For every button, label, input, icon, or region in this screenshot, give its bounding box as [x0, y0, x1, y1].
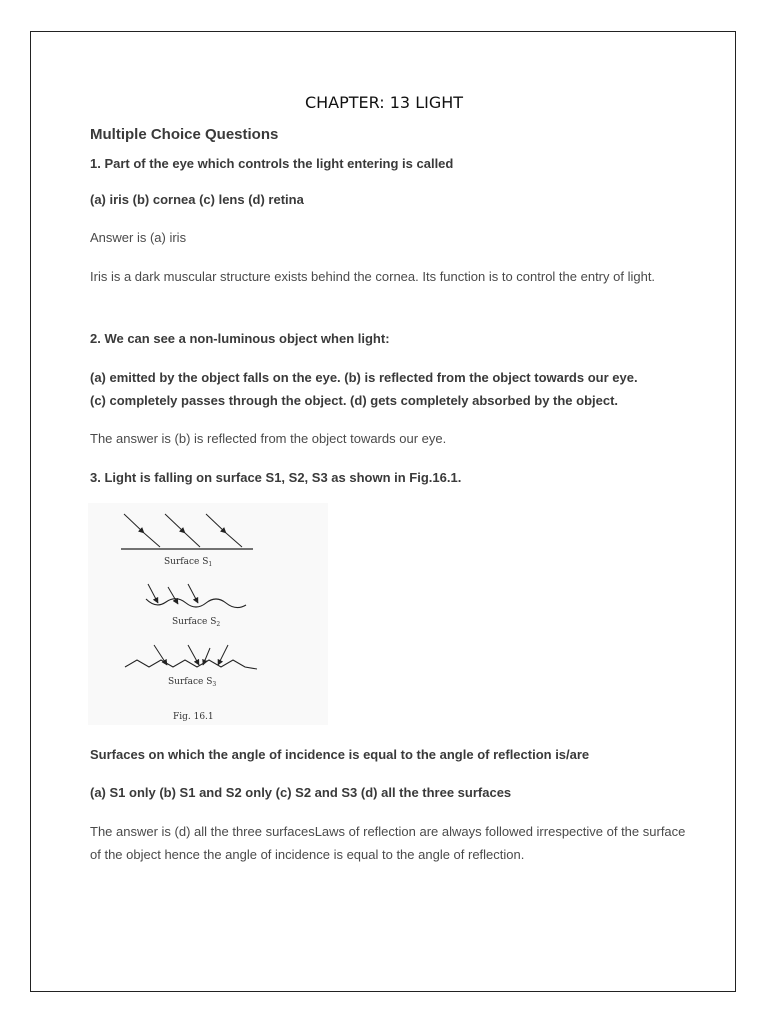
s1-ray-1	[124, 514, 144, 533]
surface-s1-label: Surface $S_1$	[164, 557, 213, 568]
q2-question: 2. We can see a non-luminous object when light:	[90, 331, 390, 346]
s1-ray-3	[206, 514, 226, 533]
figure-16-1	[88, 503, 328, 725]
s3-ray-2	[188, 645, 199, 665]
s3-ray-4	[218, 645, 228, 665]
s3-ray-3	[203, 648, 210, 665]
q3-prompt: Surfaces on which the angle of incidence is equal to the angle of reflection is/are	[90, 747, 590, 762]
section-heading: Multiple Choice Questions	[90, 126, 279, 143]
q1-options: (a) iris (b) cornea (c) lens (d) retina	[90, 192, 304, 207]
q2-answer: The answer is (b) is reflected from the object towards our eye.	[90, 431, 447, 446]
figure-caption: Fig. 16.1	[173, 712, 214, 722]
s2-ray-1	[148, 584, 158, 603]
surface-s3-label: Surface $S_3$	[168, 677, 217, 688]
q3-options: (a) S1 only (b) S1 and S2 only (c) S2 and S3 (d) all the three surfaces	[90, 785, 512, 800]
surface-s2-label: Surface $S_2$	[172, 617, 221, 628]
q1-explanation: Iris is a dark muscular structure exists behind the cornea. Its function is to control the entry of light.	[90, 269, 656, 284]
s3-ray-1	[154, 645, 167, 665]
s1-ray-2-end	[185, 533, 200, 547]
q1-question: 1. Part of the eye which controls the light entering is called	[90, 156, 454, 171]
q3-answer: The answer is (d) all the three surfacesLaws of reflection are always followed irrespective of the surface of the object hence the angle of incidence is equal to the angle of reflection.	[90, 824, 686, 862]
s1-ray-1-end	[144, 533, 160, 547]
q1-answer: Answer is (a) iris	[90, 230, 187, 245]
s1-ray-2	[165, 514, 185, 533]
q2-options-line1: (a) emitted by the object falls on the eye. (b) is reflected from the object towards our eye.	[90, 370, 638, 385]
q2-options-line2: (c) completely passes through the object. (d) gets completely absorbed by the object.	[90, 393, 619, 408]
s1-ray-3-end	[226, 533, 242, 547]
s2-ray-2	[168, 587, 178, 604]
chapter-title: CHAPTER: 13 LIGHT	[304, 93, 464, 112]
q3-question: 3. Light is falling on surface S1, S2, S3 as shown in Fig.16.1.	[90, 470, 462, 485]
surface-s3-zigzag	[125, 660, 257, 669]
s2-ray-3	[188, 584, 198, 603]
